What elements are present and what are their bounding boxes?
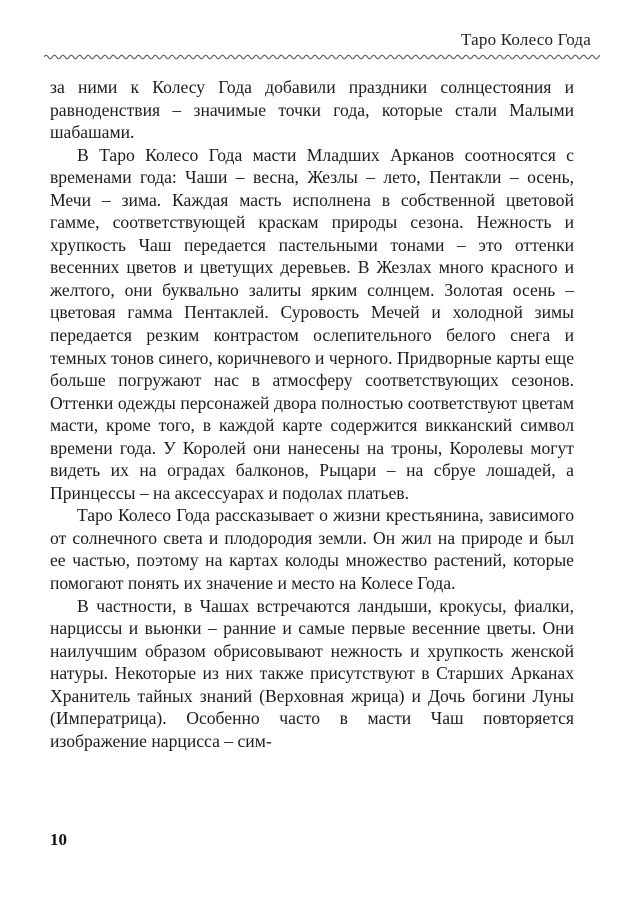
paragraph: В Таро Колесо Года масти Младших Арканов соотносятся с временами года: Чаши – весна, Жезлы – лето, Пентакли – осень, Мечи – зима. Каждая масть исполнена в собственной цветовой гамме, соответствующей краскам природы сезона. Нежность и хрупкость Чаш передается пастельными тонами – это оттенки весенних цветов и цветущих деревьев. В Жезлах много красного и желтого, они буквально залиты ярким солнцем. Золотая осень – цветовая гамма Пентаклей. Суровость Мечей и холодной зимы передается резким контрастом ослепительного белого снега и темных тонов синего, коричневого и черного. Придворные карты еще больше погружают нас в атмосферу соответствующих сезонов. Оттенки одежды персонажей двора полностью соответствуют цветам масти, кроме того, в каждой карте содержится викканский символ времени года. У Королей они нанесены на троны, Королевы могут видеть их на оградах балконов, Рыцари – на сбруе лошадей, а Принцессы – на аксессуарах и подолах платьев. <box>50 144 574 503</box>
body-text <box>50 76 574 752</box>
decorative-wave-rule <box>44 52 600 62</box>
paragraph: Таро Колесо Года рассказывает о жизни крестьянина, зависимого от солнечного света и плодородия земли. Он жил на природе и был ее частью, поэтому на картах колоды множество растений, которые помогают понять их значение и место на Колесе Года. <box>50 505 574 594</box>
paragraph: за ними к Колесу Года добавили праздники солнцестояния и равноденствия – значимые точки года, которые стали Малыми шабашами. <box>50 77 574 143</box>
paragraph: В частности, в Чашах встречаются ландыши, крокусы, фиалки, нарциссы и вьюнки – ранние и самые первые весенние цветы. Они наилучшим образом обрисовывают нежность и хрупкость женской натуры. Некоторые из них также присутствуют в Старших Арканах Хранитель тайных знаний (Верховная жрица) и Дочь богини Луны (Императрица). Особенно часто в масти Чаш повторяется изображение нарцисса – сим- <box>50 595 574 751</box>
page-number: 10 <box>50 830 67 849</box>
running-head: Таро Колесо Года <box>460 30 591 49</box>
